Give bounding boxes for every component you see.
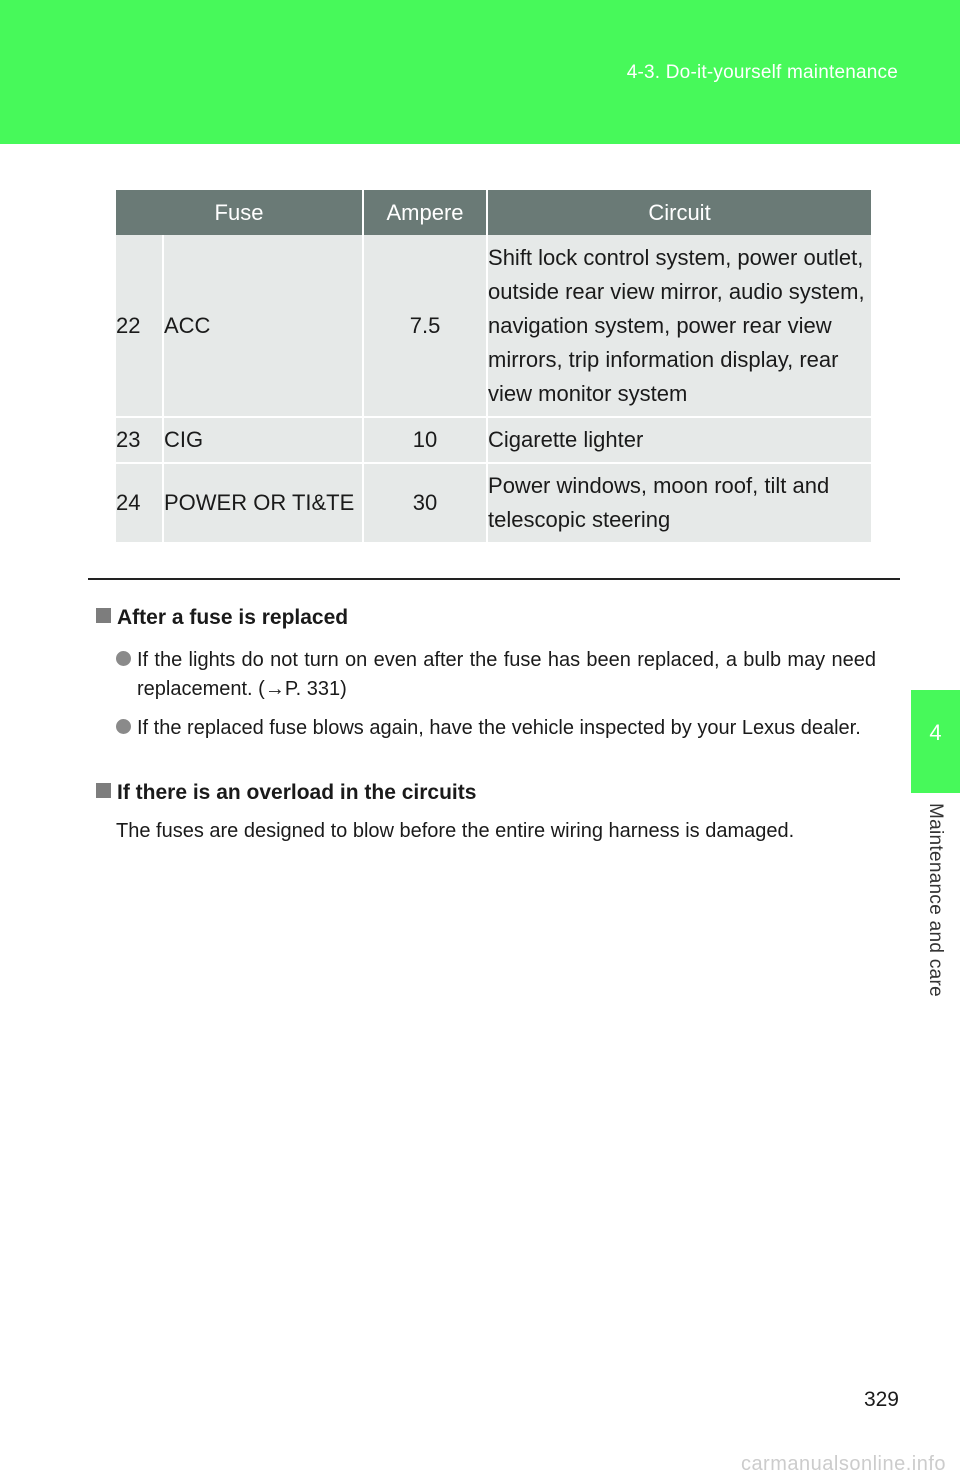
bullet-text: If the replaced fuse blows again, have the vehicle inspected by your Lexus dealer. bbox=[137, 717, 861, 739]
square-bullet-icon bbox=[96, 608, 111, 623]
page-number: 329 bbox=[863, 1388, 899, 1411]
bullet-item bbox=[116, 714, 876, 743]
bullet-text: If the lights do not turn on even after the fuse has been replaced, a bulb may need replacement. (→P. 331) bbox=[137, 649, 876, 700]
section-divider bbox=[88, 578, 900, 580]
square-bullet-icon bbox=[96, 783, 111, 798]
chapter-number: 4 bbox=[929, 720, 942, 745]
fuse-circuit: Shift lock control system, power outlet, outside rear view mirror, audio system, navigation system, power rear view mirrors, trip information display, rear view monitor system bbox=[487, 235, 871, 417]
fuse-table bbox=[116, 190, 871, 544]
fuse-circuit: Cigarette lighter bbox=[487, 417, 871, 463]
bullet-item bbox=[116, 646, 876, 704]
fuse-ampere: 10 bbox=[363, 417, 487, 463]
watermark: carmanualsonline.info bbox=[740, 1453, 946, 1475]
heading-after-fuse-replaced bbox=[96, 606, 348, 630]
circle-bullet-icon bbox=[116, 719, 131, 734]
header-circuit: Circuit bbox=[487, 190, 871, 235]
heading-overload-circuits bbox=[96, 781, 476, 805]
header-bar bbox=[0, 0, 960, 144]
circle-bullet-icon bbox=[116, 651, 131, 666]
heading-text: If there is an overload in the circuits bbox=[117, 781, 477, 804]
overload-paragraph: The fuses are designed to blow before the entire wiring harness is damaged. bbox=[116, 820, 795, 842]
table-row bbox=[116, 417, 871, 463]
section-title: 4-3. Do-it-yourself maintenance bbox=[626, 62, 898, 83]
table-header-row bbox=[116, 190, 871, 235]
heading-text: After a fuse is replaced bbox=[117, 606, 349, 629]
fuse-ampere: 30 bbox=[363, 463, 487, 543]
table-row bbox=[116, 235, 871, 417]
fuse-number: 24 bbox=[116, 463, 163, 543]
fuse-circuit: Power windows, moon roof, tilt and telescopic steering bbox=[487, 463, 871, 543]
fuse-ampere: 7.5 bbox=[363, 235, 487, 417]
chapter-tab bbox=[911, 690, 960, 793]
header-fuse: Fuse bbox=[116, 190, 363, 235]
header-ampere: Ampere bbox=[363, 190, 487, 235]
fuse-number: 23 bbox=[116, 417, 163, 463]
fuse-number: 22 bbox=[116, 235, 163, 417]
fuse-name: ACC bbox=[163, 235, 363, 417]
fuse-name: POWER OR TI&TE bbox=[163, 463, 363, 543]
table-row bbox=[116, 463, 871, 543]
chapter-label: Maintenance and care bbox=[925, 803, 946, 998]
fuse-name: CIG bbox=[163, 417, 363, 463]
